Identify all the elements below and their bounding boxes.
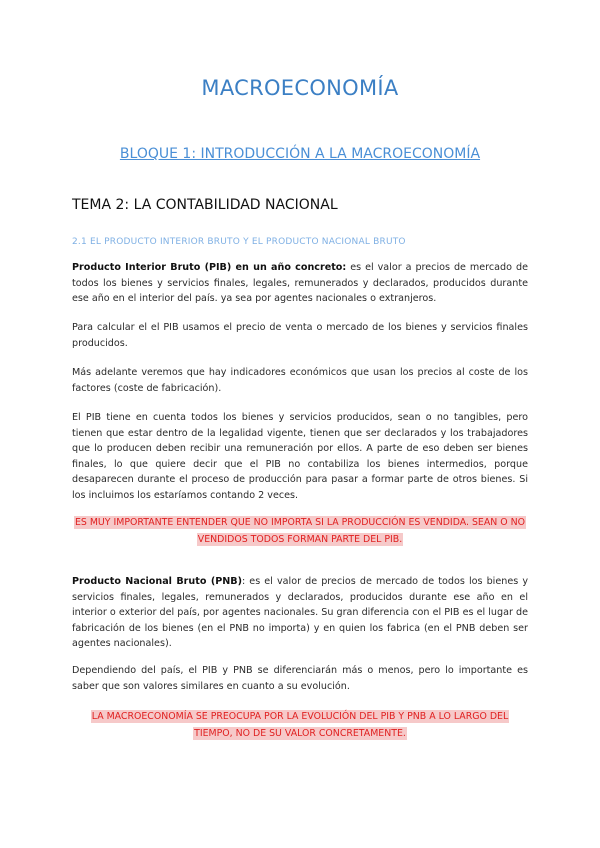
pib-definition-text: es el valor a precios de mercado de todos los bienes y servicios finales, legales, remunerados y declarados, producidos durante ese año en el interior del país. ya sea por agentes nacionales o extranjeros. xyxy=(72,262,528,304)
paragraph-pib-pnb-comparison: Dependiendo del país, el PIB y PNB se diferenciarán más o menos, pero lo importante es saber que son valores similares en cuanto a su evolución. xyxy=(72,665,528,692)
important-note-2 xyxy=(72,708,528,742)
pnb-definition-text: : es el valor de precios de mercado de todos los bienes y servicios finales, legales, remunerados y declarados, producidos durante ese año en el interior o exterior del país, por agentes nacionales. Su gran diferencia con el PIB es el lugar de fabricación de los bienes (en el PNB no importa) y en quien los fabrica (en el PNB deben ser agentes nacionales). xyxy=(72,576,529,649)
document-title: MACROECONOMÍA xyxy=(201,76,399,100)
section-subheading: 2.1 EL PRODUCTO INTERIOR BRUTO Y EL PRODUCTO NACIONAL BRUTO xyxy=(72,237,406,247)
block-heading: BLOQUE 1: INTRODUCCIÓN A LA MACROECONOMÍA xyxy=(119,146,481,162)
highlighted-note-2: LA MACROECONOMÍA SE PREOCUPA POR LA EVOLUCIÓN DEL PIB Y PNB A LO LARGO DEL TIEMPO, NO DE SU VALOR CONCRETAMENTE. xyxy=(91,711,509,739)
paragraph-pnb-definition xyxy=(72,574,528,652)
important-note-1 xyxy=(72,514,528,548)
term-pib: Producto Interior Bruto (PIB) en un año concreto: xyxy=(72,262,347,273)
term-pnb: Producto Nacional Bruto (PNB) xyxy=(72,576,242,587)
topic-heading: TEMA 2: LA CONTABILIDAD NACIONAL xyxy=(72,197,338,213)
paragraph-pib-scope: El PIB tiene en cuenta todos los bienes y servicios producidos, sean o no tangibles, pero tienen que estar dentro de la legalidad vigente, tienen que ser declarados y los trabajadores que lo producen deben recibir una remuneración por ellos. A parte de eso deben ser bienes finales, lo que quiere decir que el PIB no contabiliza los bienes intermedios, porque desaparecen durante el proceso de producción para pasar a formar parte de otros bienes. Si los incluimos los estaríamos contando 2 veces. xyxy=(72,412,528,501)
highlighted-note-1: ES MUY IMPORTANTE ENTENDER QUE NO IMPORTA SI LA PRODUCCIÓN ES VENDIDA. SEAN O NO VENDIDOS TODOS FORMAN PARTE DEL PIB. xyxy=(74,517,525,545)
paragraph-pib-definition xyxy=(72,260,528,307)
paragraph-pib-calculation: Para calcular el el PIB usamos el precio de venta o mercado de los bienes y servicios finales producidos. xyxy=(72,322,528,349)
paragraph-factor-cost: Más adelante veremos que hay indicadores económicos que usan los precios al coste de los factores (coste de fabricación). xyxy=(72,367,528,394)
